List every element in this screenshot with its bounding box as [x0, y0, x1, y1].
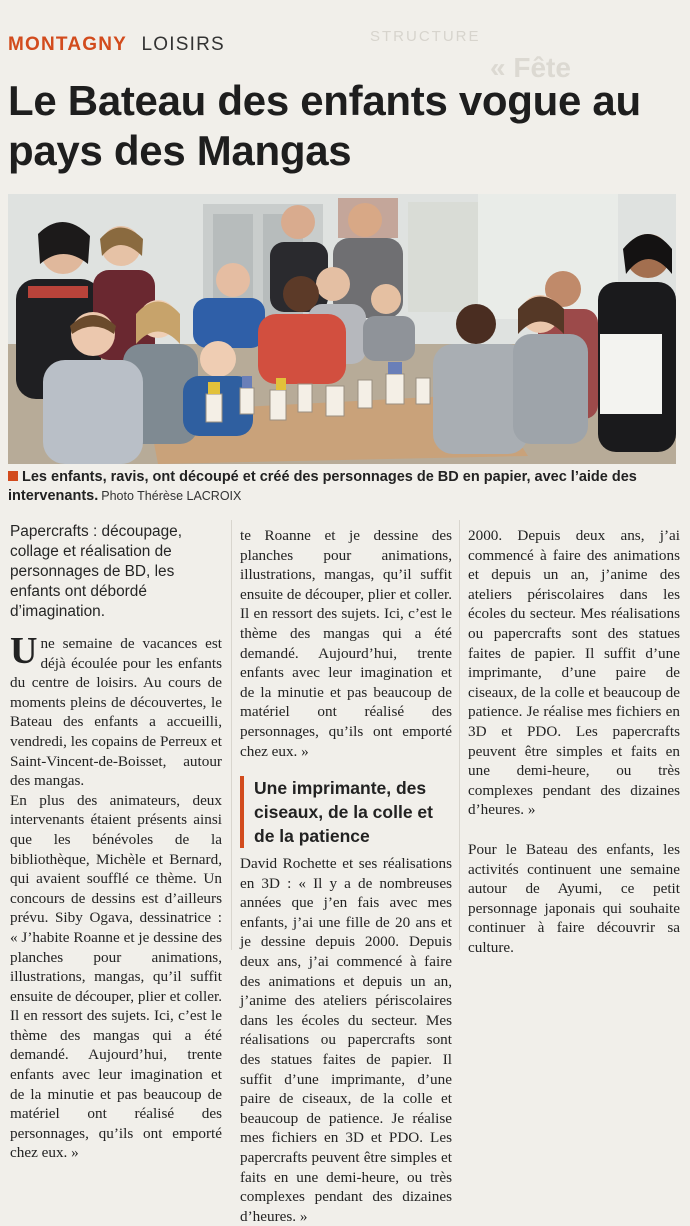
paragraph: David Rochette et ses réalisations en 3D : « Il y a de nombreuses années que j’en fais avec mes enfants, j’ai une fille de 20 ans et je dessine depuis 2000. Depuis deux ans, j’ai commencé à faire des animations et depuis un an, j’anime des ateliers périscolaires dans les écoles du secteur. Mes réalisations ou papercrafts sont des statues faites de papier. Il suffit d’une imprimante, d’une paire de ciseaux, de la colle et beaucoup de patience. Je réalise mes fichiers en 3D et PDO. Les papercrafts peuvent être simples et faits en une demi-heure, ou très complexes pendant des dizaines d’heures. »: [240, 855, 452, 1225]
rubric-category: LOISIRS: [141, 34, 225, 55]
article-column-2: [240, 526, 452, 1225]
paragraph-continued: te Roanne et je dessine des planches pour animations, illustrations, mangas, qu’il suffit ensuite de découper, plier et coller. Il en ressort des sujets. Ici, c’est le thème des mangas qui a été demandé. Aujourd’hui, trente enfants avec leur imagination et de la minutie et pas beaucoup de matériel ont réalisé des personnages, qu’ils ont emporté chez eux. »: [240, 527, 452, 760]
column-divider: [231, 520, 232, 950]
facing-page-bleed-headline: « Fête: [490, 52, 571, 83]
paragraph-continued: 2000. Depuis deux ans, j’ai commencé à faire des animations et depuis un an, j’anime des ateliers périscolaires dans les écoles du secteur. Mes réalisations ou papercrafts sont des statues faites de papier. Il suffit d’une imprimante, d’une paire de ciseaux, de la colle et beaucoup de patience. Je réalise mes fichiers en 3D et PDO. Les papercrafts peuvent être simples et faits en une demi-heure, ou très complexes pendant des dizaines d’heures. »: [468, 527, 680, 819]
intertitle: Une imprimante, des ciseaux, de la colle et de la patience: [240, 776, 452, 848]
article-column-1: [10, 522, 222, 1162]
paragraph: Pour le Bateau des enfants, les activités continuent une semaine autour de Ayumi, ce petit personnage japonais qui souhaite continuer à faire découvrir sa culture.: [468, 841, 680, 956]
article-lead: Papercrafts : découpage, collage et réalisation de personnages de BD, les enfants ont débordé d’imagination.: [10, 523, 182, 620]
column-divider: [459, 520, 460, 950]
rubric-location: MONTAGNY: [8, 34, 128, 55]
caption-bullet-icon: [8, 471, 18, 481]
paragraph: En plus des animateurs, deux intervenants étaient présents ainsi que les bénévoles de la bibliothèque, Michèle et Bernard, qui avaient soufflé ce thème. Un concours de dessins est d’ailleurs prévu. Siby Ogava, dessinatrice : « J’habite Roanne et je dessine des planches pour animations, illustrations, mangas, qu’il suffit ensuite de découper, plier et coller. Il en ressort des sujets. Ici, c’est le thème des mangas qui a été demandé. Aujourd’hui, trente enfants avec leur imagination et de la minutie et pas beaucoup de matériel ont réalisé des personnages, qu’ils ont emporté chez eux. »: [10, 791, 222, 1162]
paragraph: [10, 630, 222, 791]
rubric: [8, 34, 225, 56]
photo-credit: Photo Thérèse LACROIX: [101, 489, 242, 503]
article-column-3: [468, 526, 680, 958]
article-photo: [8, 194, 676, 464]
group-photo-icon: [8, 194, 676, 464]
caption-text: Les enfants, ravis, ont découpé et créé des personnages de BD en papier, avec l’aide des intervenants.: [8, 469, 637, 504]
photo-caption: [8, 468, 678, 506]
paragraph-text: ne semaine de vacances est déjà écoulée pour les enfants du centre de loisirs. Au cours de moments pleins de découvertes, le Bateau des enfants a accueilli, vendredi, les copains de Perreux et Saint-Vincent-de-Boisset, autour des mangas.: [10, 635, 222, 790]
facing-page-bleed-text: STRUCTURE: [370, 28, 481, 45]
headline: Le Bateau des enfants vogue au pays des Mangas: [8, 77, 641, 174]
drop-cap: U: [10, 630, 38, 672]
